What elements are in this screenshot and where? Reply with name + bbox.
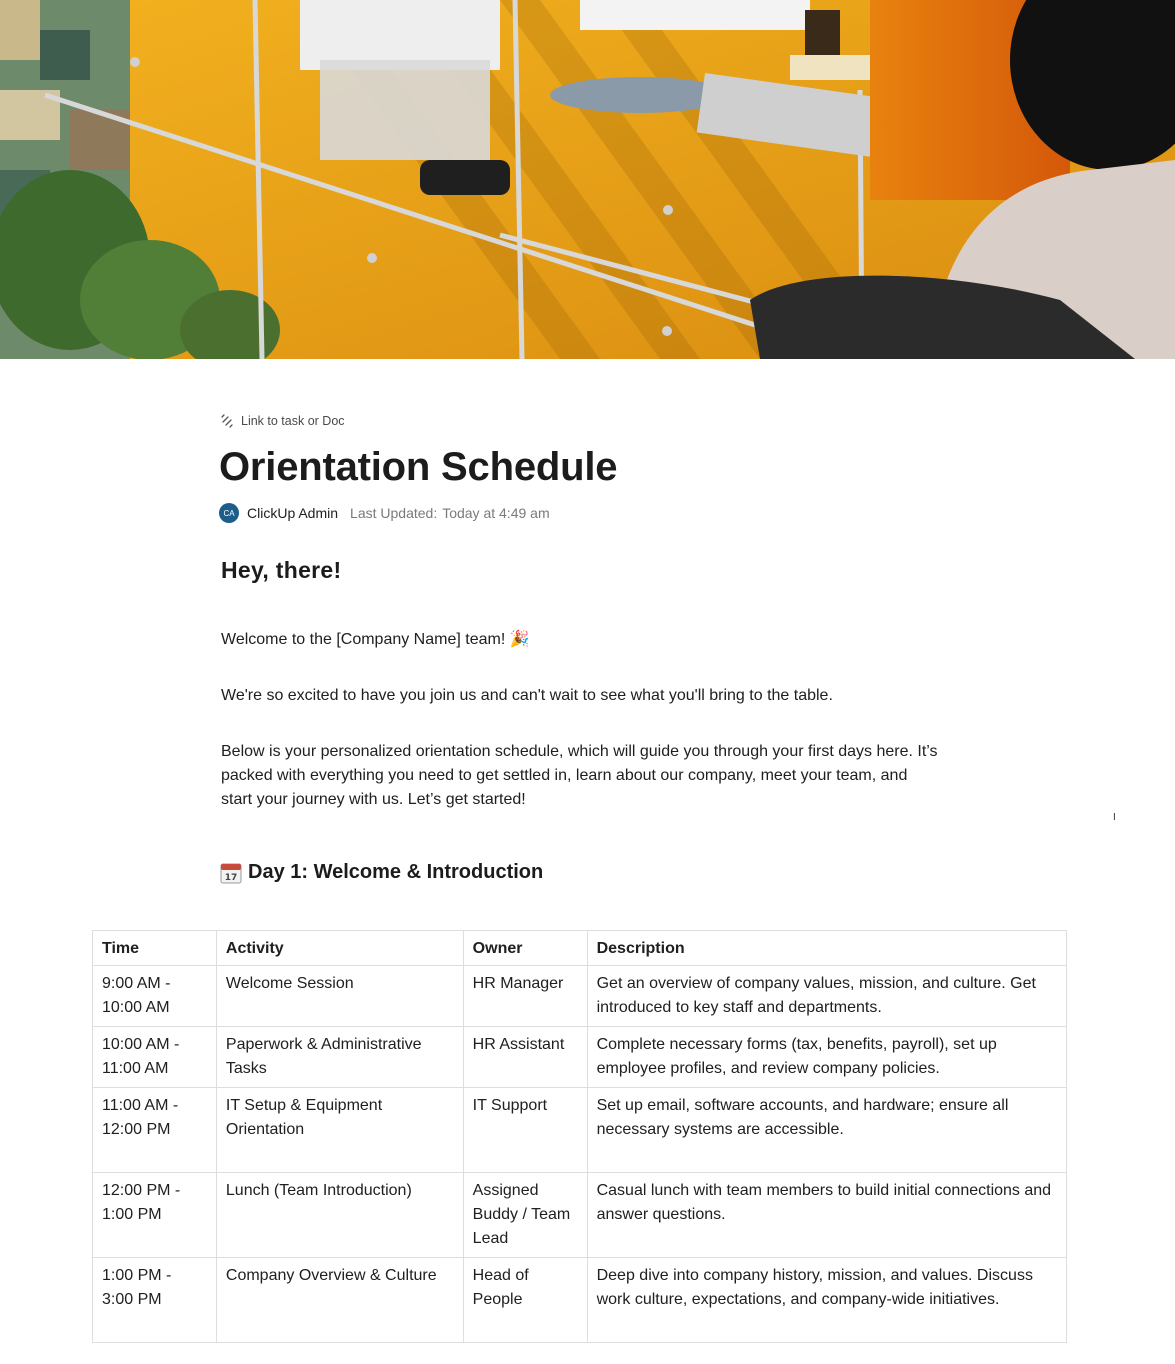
description-cell[interactable]: Set up email, software accounts, and hardware; ensure all necessary systems are accessible.: [587, 1088, 1066, 1173]
cover-illustration: [0, 0, 1175, 359]
text-cursor-icon: I: [1113, 812, 1116, 823]
calendar-day: 17: [224, 872, 238, 883]
column-header-activity[interactable]: Activity: [216, 931, 463, 966]
activity-cell[interactable]: Company Overview & Culture: [216, 1258, 463, 1343]
description-cell[interactable]: Casual lunch with team members to build initial connections and answer questions.: [587, 1173, 1066, 1258]
schedule-table: [92, 930, 1067, 1343]
table-row: [93, 1173, 1067, 1258]
owner-cell[interactable]: Assigned Buddy / Team Lead: [463, 1173, 587, 1258]
owner-cell[interactable]: HR Assistant: [463, 1027, 587, 1088]
link-label: Link to task or Doc: [241, 414, 345, 428]
column-header-time[interactable]: Time: [93, 931, 217, 966]
avatar[interactable]: CA: [219, 503, 239, 523]
activity-cell[interactable]: Lunch (Team Introduction): [216, 1173, 463, 1258]
cover-image[interactable]: [0, 0, 1175, 359]
day1-heading-text: Day 1: Welcome & Introduction: [248, 861, 544, 883]
time-cell[interactable]: 12:00 PM - 1:00 PM: [93, 1173, 217, 1258]
description-cell[interactable]: Deep dive into company history, mission, and values. Discuss work culture, expectations, and company-wide initiatives.: [587, 1258, 1066, 1343]
day1-heading: [220, 861, 543, 884]
table-row: [93, 1027, 1067, 1088]
owner-cell[interactable]: HR Manager: [463, 966, 587, 1027]
time-cell[interactable]: 1:00 PM - 3:00 PM: [93, 1258, 217, 1343]
table-row: [93, 966, 1067, 1027]
description-cell[interactable]: Complete necessary forms (tax, benefits, payroll), set up employee profiles, and review company policies.: [587, 1027, 1066, 1088]
intro-paragraph: Below is your personalized orientation schedule, which will guide you through your first days here. It’s packed with everything you need to get settled in, learn about our company, meet your team, and start your journey with us. Let’s get started!: [221, 743, 938, 808]
activity-cell[interactable]: Paperwork & Administrative Tasks: [216, 1027, 463, 1088]
calendar-icon: [220, 862, 242, 884]
time-cell[interactable]: 9:00 AM - 10:00 AM: [93, 966, 217, 1027]
description-cell[interactable]: Get an overview of company values, mission, and culture. Get introduced to key staff and departments.: [587, 966, 1066, 1027]
page-title[interactable]: Orientation Schedule: [219, 445, 618, 489]
time-cell[interactable]: 10:00 AM - 11:00 AM: [93, 1027, 217, 1088]
time-cell[interactable]: 11:00 AM - 12:00 PM: [93, 1088, 217, 1173]
doc-meta: [219, 503, 550, 523]
table-row: [93, 1088, 1067, 1173]
column-header-owner[interactable]: Owner: [463, 931, 587, 966]
link-icon: [220, 414, 234, 428]
activity-cell[interactable]: IT Setup & Equipment Orientation: [216, 1088, 463, 1173]
owner-cell[interactable]: IT Support: [463, 1088, 587, 1173]
last-updated-label: Last Updated:: [350, 505, 438, 521]
author-name[interactable]: ClickUp Admin: [247, 505, 339, 521]
table-row: [93, 1258, 1067, 1343]
link-to-task-button[interactable]: [220, 414, 345, 428]
welcome-paragraph: Welcome to the [Company Name] team! 🎉: [221, 631, 530, 648]
table-header-row: [93, 931, 1067, 966]
excited-paragraph: We're so excited to have you join us and can't wait to see what you'll bring to the table.: [221, 687, 833, 704]
column-header-description[interactable]: Description: [587, 931, 1066, 966]
greeting-heading: Hey, there!: [221, 557, 342, 583]
last-updated-value: Today at 4:49 am: [442, 505, 550, 521]
activity-cell[interactable]: Welcome Session: [216, 966, 463, 1027]
owner-cell[interactable]: Head of People: [463, 1258, 587, 1343]
